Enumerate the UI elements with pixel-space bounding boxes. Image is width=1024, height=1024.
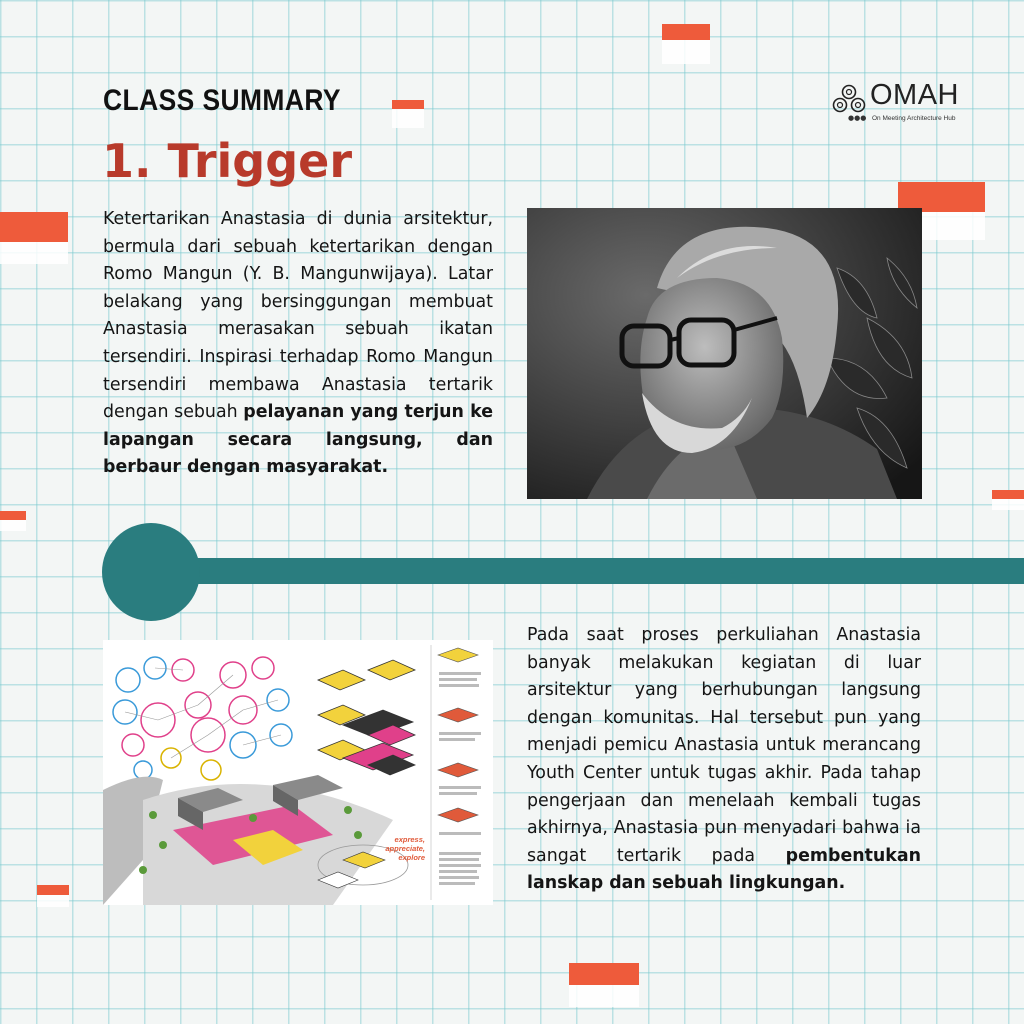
portrait-illustration	[527, 208, 922, 499]
page-title: 1. Trigger	[102, 134, 353, 188]
logo-people-icon: ●●●	[848, 114, 867, 122]
intro-paragraph	[103, 206, 493, 482]
diagram-illustration	[103, 640, 493, 905]
tape-right-mid	[992, 490, 1024, 510]
section-label: CLASS SUMMARY	[103, 84, 341, 117]
diagram-annotation: express, appreciate, explore	[385, 835, 425, 862]
romo-mangun-photo	[527, 208, 922, 499]
tape-left-upper	[0, 212, 68, 264]
timeline-bar	[160, 558, 1024, 584]
process-text: Pada saat proses perkuliahan Anastasia banyak melakukan kegiatan di luar arsitektur yang berhubungan langsung dengan komunitas. Hal tersebut pun yang menjadi pemicu Anastasia untuk merancang Youth Center untuk tugas akhir. Pada tahap pengerjaan dan menelaah kembali tugas akhirnya, Anastasia pun menyadari bahwa ia sangat tertarik pada	[527, 625, 921, 866]
process-bold-text: pembentukan lanskap dan sebuah lingkungan.	[527, 845, 921, 894]
logo-circles-icon	[832, 84, 866, 114]
intro-text: Ketertarikan Anastasia di dunia arsitektur, bermula dari sebuah ketertarikan dengan Romo Mangun (Y. B. Mangunwijaya). Latar belakang yang bersinggungan membuat Anastasia merasakan sebuah ikatan tersendiri. Inspirasi terhadap Romo Mangun tersendiri membawa Anastasia tertarik dengan sebuah	[103, 209, 493, 423]
tape-left-lower	[37, 885, 69, 907]
youth-center-diagram	[103, 640, 493, 905]
tape-top	[662, 24, 710, 64]
process-paragraph	[527, 622, 921, 898]
omah-logo	[832, 79, 972, 126]
logo-subtitle: On Meeting Architecture Hub	[872, 115, 956, 122]
intro-bold-text: pelayanan yang terjun ke lapangan secara langsung, dan berbaur dengan masyarakat.	[103, 402, 493, 478]
tape-left-mid	[0, 511, 26, 531]
tape-bottom	[569, 963, 639, 1007]
tape-header	[392, 100, 424, 128]
logo-wordmark: OMAH	[870, 79, 959, 111]
timeline-dot	[102, 523, 200, 621]
